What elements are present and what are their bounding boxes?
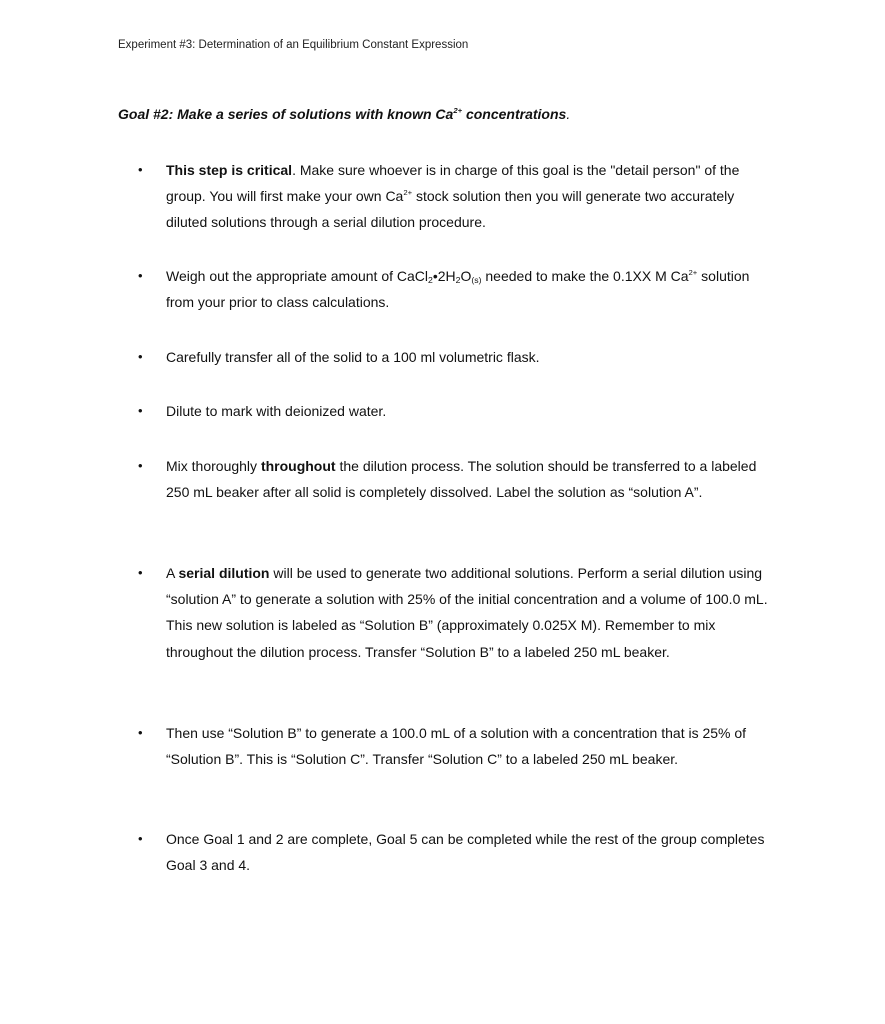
bullet-icon: •: [138, 565, 143, 580]
bullet-icon: •: [138, 349, 143, 364]
subscript: (s): [471, 275, 482, 286]
list-item-text: Dilute to mark with deionized water.: [166, 403, 387, 419]
text-segment: . Make sure whoever is in charge of this goal is the "detail person" of the group. You will first make your own Ca: [166, 162, 740, 205]
text-segment: •2H: [432, 268, 456, 284]
list-item: [138, 398, 778, 424]
emphasis-text: throughout: [260, 458, 336, 474]
list-item: [138, 826, 778, 878]
superscript: 2+: [688, 267, 698, 277]
list-item-text: Carefully transfer all of the solid to a 100 ml volumetric flask.: [166, 349, 540, 365]
goal-heading-superscript: 2+: [453, 105, 463, 115]
list-item: [138, 344, 778, 370]
subscript: 2: [455, 275, 461, 286]
list-item-text: [166, 263, 778, 315]
emphasis-text: This step is critical: [166, 162, 293, 178]
text-segment: will be used to generate two additional solutions. Perform a serial dilution using “solution A” to generate a solution with 25% of the initial concentration and a volume of 100.0 mL. This new solution is labeled as “Solution B” (approximately 0.025X M). Remember to mix throughout the dilution process. Transfer “Solution B” to a labeled 250 mL beaker.: [166, 565, 768, 660]
text-segment: stock solution then you will generate two accurately diluted solutions through a serial dilution procedure.: [166, 188, 735, 231]
superscript: 2+: [403, 188, 413, 198]
list-item: [138, 453, 778, 505]
text-segment: A: [166, 565, 179, 581]
emphasis-text: serial dilution: [178, 565, 270, 581]
text-segment: Mix thoroughly: [166, 458, 261, 474]
list-item: [138, 720, 778, 772]
bullet-icon: •: [138, 725, 143, 740]
list-item: [138, 263, 778, 315]
list-item: [138, 560, 778, 665]
goal-heading-suffix: concentrations: [462, 106, 567, 122]
goal-heading: [118, 106, 570, 122]
subscript: 2: [428, 275, 433, 286]
bullet-icon: •: [138, 831, 143, 846]
bullet-icon: •: [138, 458, 143, 473]
bullet-icon: •: [138, 403, 143, 418]
list-item-text: [166, 157, 778, 236]
text-segment: O: [460, 268, 472, 284]
text-segment: needed to make the 0.1XX M Ca: [481, 268, 689, 284]
goal-heading-period: .: [566, 106, 571, 122]
list-item-text: Then use “Solution B” to generate a 100.0 mL of a solution with a concentration that is 25% of “Solution B”. This is “Solution C”. Transfer “Solution C” to a labeled 250 mL beaker.: [166, 725, 747, 768]
bullet-icon: •: [138, 162, 143, 177]
list-item-text: Once Goal 1 and 2 are complete, Goal 5 can be completed while the rest of the group completes Goal 3 and 4.: [166, 831, 765, 874]
list-item-text: [166, 453, 778, 505]
text-segment: the dilution process. The solution should be transferred to a labeled 250 mL beaker after all solid is completely dissolved. Label the solution as “solution A”.: [166, 458, 757, 501]
text-segment: solution from your prior to class calculations.: [166, 268, 750, 311]
text-segment: Weigh out the appropriate amount of CaCl: [166, 268, 429, 284]
goal-heading-prefix: Goal #2: Make a series of solutions with known Ca: [118, 106, 454, 122]
list-item-text: [166, 560, 778, 665]
list-item: [138, 157, 778, 236]
bullet-icon: •: [138, 268, 143, 283]
page-header: Experiment #3: Determination of an Equilibrium Constant Expression: [118, 39, 469, 51]
